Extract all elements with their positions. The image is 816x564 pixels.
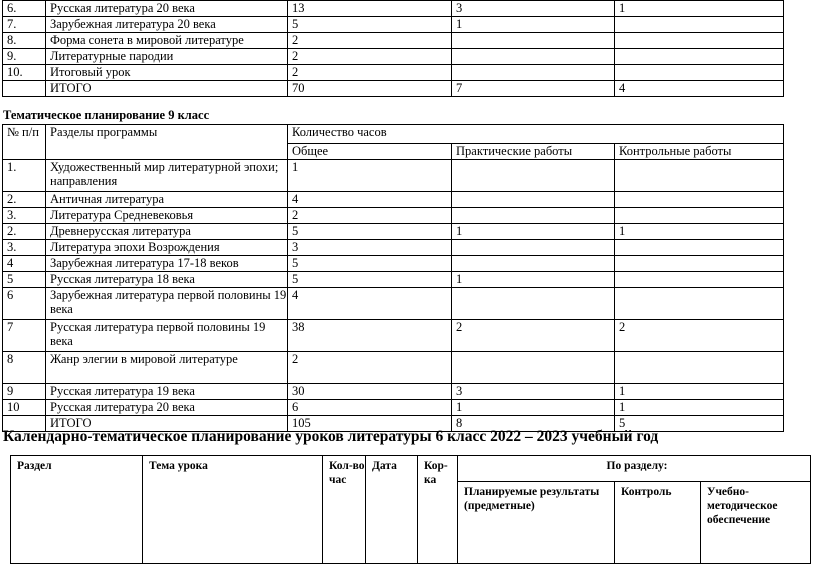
table-cell: 3 [452, 1, 615, 17]
cal-header-methodical: Учебно-методическое обеспечение [701, 482, 811, 564]
table-cell [615, 160, 784, 192]
table-cell: 4 [3, 256, 46, 272]
table-row [3, 240, 784, 256]
table-cell: 1 [452, 224, 615, 240]
table-cell: 2 [288, 208, 452, 224]
table-row [3, 1, 784, 17]
table-cell: Форма сонета в мировой литературе [46, 33, 288, 49]
table-cell: Русская литература первой половины 19 века [46, 320, 288, 352]
table-cell: 3. [3, 208, 46, 224]
table-row [3, 81, 784, 97]
table-row [3, 320, 784, 352]
table-cell [452, 288, 615, 320]
table-cell: 1 [452, 272, 615, 288]
table-cell: 2 [288, 352, 452, 384]
table-cell: 30 [288, 384, 452, 400]
table-cell: 1 [288, 160, 452, 192]
header-hours: Количество часов [288, 125, 784, 144]
table-cell [615, 49, 784, 65]
table-cell [452, 192, 615, 208]
top-hours-table [2, 0, 784, 97]
cal-header-by-section: По разделу: [458, 456, 811, 482]
table-cell: 1 [452, 17, 615, 33]
cal-header-section: Раздел [11, 456, 143, 564]
table-cell [452, 240, 615, 256]
table-cell [452, 208, 615, 224]
table-cell: 2 [288, 33, 452, 49]
table-cell: 3. [3, 240, 46, 256]
table-cell: 8 [452, 416, 615, 432]
table-cell: 7 [3, 320, 46, 352]
table-cell: 7 [452, 81, 615, 97]
table-row [3, 17, 784, 33]
table-row [3, 288, 784, 320]
header-total: Общее [288, 143, 452, 159]
table-row [3, 208, 784, 224]
table-cell: 70 [288, 81, 452, 97]
table-cell: Итоговый урок [46, 65, 288, 81]
table-cell: Литература Средневековья [46, 208, 288, 224]
table-cell [615, 272, 784, 288]
table-cell: 7. [3, 17, 46, 33]
table-cell: 4 [288, 192, 452, 208]
table-cell: 5 [615, 416, 784, 432]
table-cell: Древнерусская литература [46, 224, 288, 240]
table-cell: Литература эпохи Возрождения [46, 240, 288, 256]
table-cell: Русская литература 20 века [46, 400, 288, 416]
table-cell [615, 65, 784, 81]
table-row [3, 192, 784, 208]
table-cell: 2 [452, 320, 615, 352]
cal-header-results: Планируемые результаты (предметные) [458, 482, 615, 564]
table-cell: 3 [288, 240, 452, 256]
table-cell: 2 [288, 65, 452, 81]
table-cell: Жанр элегии в мировой литературе [46, 352, 288, 384]
header-control: Контрольные работы [615, 143, 784, 159]
table-row [3, 384, 784, 400]
table-cell: 3 [452, 384, 615, 400]
table-cell: Художественный мир литературной эпохи; направления [46, 160, 288, 192]
table-cell: Зарубежная литература 17-18 веков [46, 256, 288, 272]
table-cell: 1. [3, 160, 46, 192]
section9-title: Тематическое планирование 9 класс [3, 108, 210, 122]
table-row [3, 272, 784, 288]
table-cell [615, 352, 784, 384]
cal-header-count: Кол-во час [323, 456, 366, 564]
table-cell [452, 33, 615, 49]
table-cell: Русская литература 18 века [46, 272, 288, 288]
table-cell: 2 [615, 320, 784, 352]
table-cell [615, 256, 784, 272]
table-cell [615, 240, 784, 256]
grade9-planning-table [2, 124, 784, 432]
table-cell [615, 208, 784, 224]
table-cell [452, 352, 615, 384]
header-sections: Разделы программы [46, 125, 288, 160]
table-cell: 9. [3, 49, 46, 65]
header-num: № п/п [3, 125, 46, 160]
table-row [3, 65, 784, 81]
cal-header-corr: Кор-ка [418, 456, 458, 564]
table-cell: 13 [288, 1, 452, 17]
table-cell [615, 17, 784, 33]
table-cell: 2. [3, 224, 46, 240]
calendar-title: Календарно-тематическое планирование уроков литературы 6 класс 2022 – 2023 учебный год [3, 428, 659, 445]
table-cell: ИТОГО [46, 416, 288, 432]
table-cell: 8. [3, 33, 46, 49]
table-cell: 6 [288, 400, 452, 416]
table-cell: 5 [288, 224, 452, 240]
table-cell: 2. [3, 192, 46, 208]
table-cell: 5 [3, 272, 46, 288]
table-cell: 4 [615, 81, 784, 97]
table-row [3, 256, 784, 272]
calendar-table [10, 455, 811, 564]
table-row [3, 160, 784, 192]
header-practical: Практические работы [452, 143, 615, 159]
table-cell: 6. [3, 1, 46, 17]
table-cell: Античная литература [46, 192, 288, 208]
table-cell: Русская литература 20 века [46, 1, 288, 17]
table-cell [452, 49, 615, 65]
table-cell: 1 [452, 400, 615, 416]
table-cell: 1 [615, 384, 784, 400]
table-row [3, 352, 784, 384]
table-cell [452, 65, 615, 81]
table-cell: 5 [288, 272, 452, 288]
table-cell: 2 [288, 49, 452, 65]
table-cell [615, 33, 784, 49]
table-cell: 9 [3, 384, 46, 400]
table-cell: 1 [615, 400, 784, 416]
cal-header-topic: Тема урока [143, 456, 323, 564]
table-cell: Зарубежная литература первой половины 19 века [46, 288, 288, 320]
table-cell: ИТОГО [46, 81, 288, 97]
table-cell [452, 160, 615, 192]
table-cell: 5 [288, 256, 452, 272]
table-cell: Литературные пародии [46, 49, 288, 65]
table-cell [452, 256, 615, 272]
table-cell: 6 [3, 288, 46, 320]
table-row [3, 224, 784, 240]
table-cell [3, 81, 46, 97]
table-cell [615, 192, 784, 208]
table-row [3, 49, 784, 65]
table-cell: 105 [288, 416, 452, 432]
table-cell: 1 [615, 1, 784, 17]
table-cell: 5 [288, 17, 452, 33]
table-cell: 10. [3, 65, 46, 81]
cal-header-control: Контроль [615, 482, 701, 564]
table-row [3, 400, 784, 416]
table-row [3, 33, 784, 49]
table-cell: 4 [288, 288, 452, 320]
table-cell: 10 [3, 400, 46, 416]
table-cell: 1 [615, 224, 784, 240]
cal-header-date: Дата [366, 456, 418, 564]
table-cell: 8 [3, 352, 46, 384]
table-cell: Русская литература 19 века [46, 384, 288, 400]
table-cell: Зарубежная литература 20 века [46, 17, 288, 33]
table-cell [615, 288, 784, 320]
table-cell: 38 [288, 320, 452, 352]
